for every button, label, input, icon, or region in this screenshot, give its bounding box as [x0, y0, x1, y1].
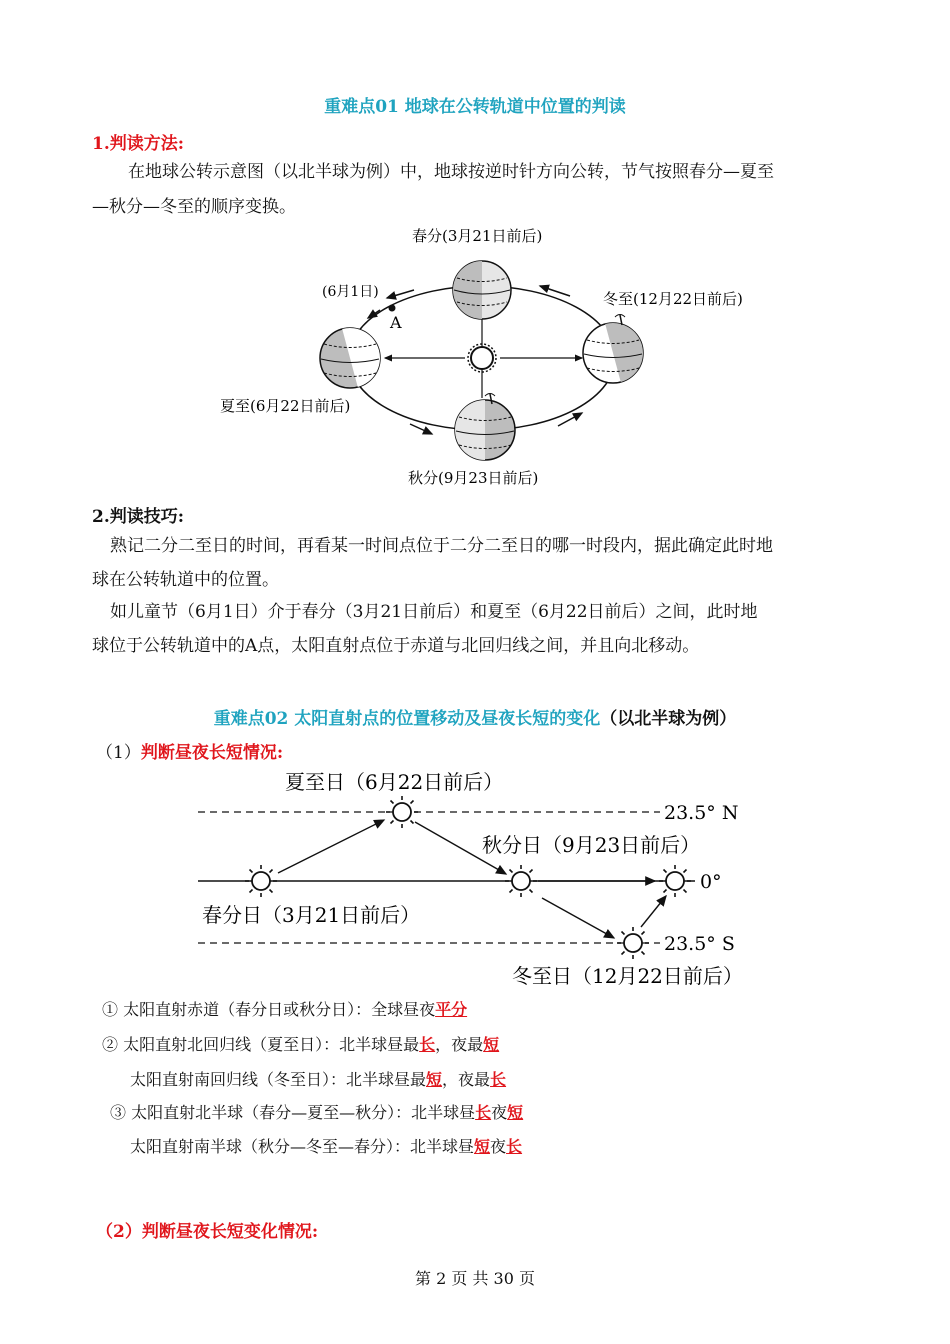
section1-title: 重难点01 地球在公转轨道中位置的判读 — [324, 97, 626, 117]
skill-line1: 熟记二分二至日的时间，再看某一时间点位于二分二至日的哪一时段内，据此确定此时地 — [110, 536, 773, 556]
row-1: ① 太阳直射赤道（春分日或秋分日）：全球昼夜平分 — [102, 1000, 468, 1019]
row-2: ② 太阳直射北回归线（夏至日）：北半球昼最长，夜最短 — [102, 1035, 500, 1054]
label-autumn: 秋分(9月23日前后) — [408, 469, 539, 487]
earth-summer-icon — [320, 311, 391, 397]
point-a-dot — [389, 305, 396, 312]
label-lat-s: 23.5° S — [664, 933, 735, 955]
answer-2c: 短 — [483, 1035, 500, 1054]
answer-1a: 平分 — [435, 1000, 468, 1019]
method-heading: 1.判读方法: — [92, 134, 185, 154]
sub2-heading: （2）判断昼夜长短变化情况: — [96, 1222, 319, 1242]
section2-title-row — [0, 704, 950, 729]
sub1-heading — [96, 738, 283, 763]
answer-2a: 长 — [419, 1035, 436, 1054]
label-lat-n: 23.5° N — [664, 802, 739, 824]
earth-winter-icon — [583, 311, 653, 387]
arrow-autumn-winter — [542, 898, 614, 938]
skill-line2: 球在公转轨道中的位置。 — [92, 570, 279, 590]
sub1-label: 判断昼夜长短情况: — [140, 743, 284, 763]
arrow-winter-spring — [641, 896, 666, 927]
answer-4c: 短 — [507, 1103, 524, 1122]
label-june1: (6月1日) — [322, 284, 379, 300]
row-3: 太阳直射南回归线（冬至日）：北半球昼最短，夜最长 — [130, 1070, 507, 1089]
label-spring-day: 春分日（3月21日前后） — [202, 903, 421, 927]
label-spring: 春分(3月21日前后) — [412, 227, 543, 245]
answer-3a: 短 — [426, 1070, 443, 1089]
orbit-arrow-4 — [558, 413, 582, 426]
label-summer: 夏至(6月22日前后) — [220, 397, 351, 415]
section2-title-suffix: （以北半球为例） — [600, 709, 737, 729]
method-line1: 在地球公转示意图（以北半球为例）中，地球按逆时针方向公转，节气按照春分—夏至 — [128, 162, 774, 182]
page-footer: 第 2 页 共 30 页 — [415, 1269, 535, 1288]
example-line2: 球位于公转轨道中的A点，太阳直射点位于赤道与北回归线之间，并且向北移动。 — [92, 636, 700, 656]
label-winter-day: 冬至日（12月22日前后） — [512, 964, 743, 988]
answer-5c: 长 — [506, 1137, 523, 1156]
label-winter: 冬至(12月22日前后) — [603, 290, 743, 308]
label-autumn-day: 秋分日（9月23日前后） — [482, 833, 701, 857]
earth-spring-icon — [453, 261, 511, 319]
sub1-prefix: （1） — [96, 743, 141, 763]
example-line1: 如儿童节（6月1日）介于春分（3月21日前后）和夏至（6月22日前后）之间，此时地 — [110, 602, 758, 622]
label-point-a: A — [390, 313, 402, 332]
orbit-arrow-3 — [410, 424, 432, 434]
skill-heading: 2.判读技巧: — [92, 507, 185, 527]
label-lat-0: 0° — [700, 871, 722, 893]
sun-icon — [468, 344, 496, 372]
subsolar-diagram — [190, 762, 760, 997]
arrow-spring-summer — [278, 820, 384, 873]
row-5: 太阳直射南半球（秋分—冬至—春分）：北半球昼短夜长 — [130, 1137, 523, 1156]
answer-4a: 长 — [475, 1103, 492, 1122]
row-4: ③ 太阳直射北半球（春分—夏至—秋分）：北半球昼长夜短 — [110, 1103, 524, 1122]
answer-5a: 短 — [474, 1137, 491, 1156]
orbit-diagram — [210, 218, 770, 493]
earth-autumn-icon — [455, 394, 515, 461]
section2-title: 重难点02 太阳直射点的位置移动及昼夜长短的变化 — [213, 709, 601, 729]
method-line2: —秋分—冬至的顺序变换。 — [92, 197, 296, 217]
answer-3c: 长 — [490, 1070, 507, 1089]
label-summer-day: 夏至日（6月22日前后） — [285, 770, 504, 794]
